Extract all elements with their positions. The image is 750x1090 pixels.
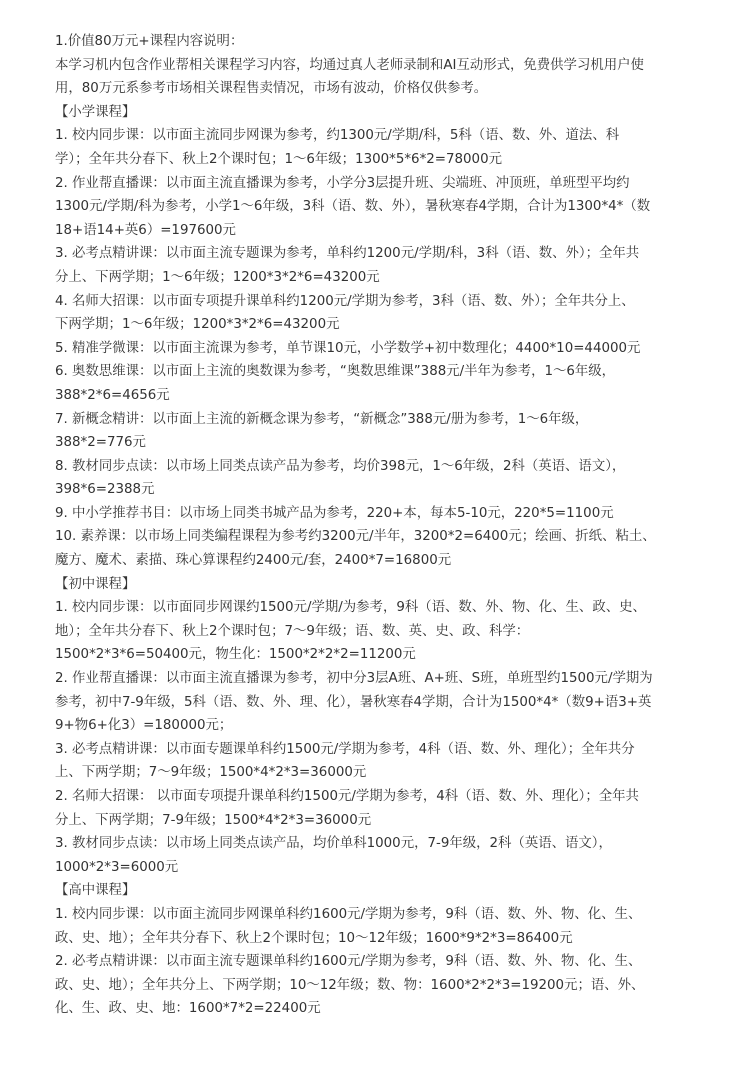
intro-line: 本学习机内包含作业帮相关课程学习内容，均通过真人老师录制和AI互动形式，免费供学习机用户使 xyxy=(55,57,644,73)
course-item-line: 1000*2*3=6000元 xyxy=(55,859,179,875)
course-item-line: 魔方、魔术、素描、珠心算课程约2400元/套，2400*7=16800元 xyxy=(55,553,452,569)
course-item-line: 政、史、地）；全年共分春下、秋上2个课时包；10～12年级；1600*9*2*3=86400元 xyxy=(55,930,573,946)
intro-section xyxy=(55,30,745,101)
course-item xyxy=(55,785,745,832)
course-item xyxy=(55,596,745,667)
course-item-line: 6. 奥数思维课：以市面上主流的奥数课为参考，“奥数思维课”388元/半年为参考，1～6年级， xyxy=(55,364,616,380)
course-section xyxy=(55,879,745,1021)
course-item-line: 2. 作业帮直播课：以市面主流直播课为参考，小学分3层提升班、尖端班、冲顶班，单班型平均约 xyxy=(55,175,630,191)
course-item xyxy=(55,337,745,361)
course-item-line: 上、下两学期；7～9年级；1500*4*2*3=36000元 xyxy=(55,765,367,781)
course-item-line: 1. 校内同步课：以市面同步网课约1500元/学期/为参考，9科（语、数、外、物、化、生、政、史、 xyxy=(55,600,646,616)
document-body xyxy=(55,30,745,1021)
course-item-line: 学）；全年共分春下、秋上2个课时包；1～6年级；1300*5*6*2=78000元 xyxy=(55,151,502,167)
course-item-line: 5. 精准学微课：以市面主流课为参考，单节课10元，小学数学+初中数理化；4400*10=44000元 xyxy=(55,340,641,356)
course-item-line: 3. 必考点精讲课：以市面专题课单科约1500元/学期为参考，4科（语、数、外、理化）；全年共分 xyxy=(55,741,635,757)
course-item xyxy=(55,408,745,455)
course-item xyxy=(55,525,745,572)
course-item-line: 398*6=2388元 xyxy=(55,482,155,498)
course-sections xyxy=(55,101,745,1021)
course-item-line: 8. 教材同步点读：以市场上同类点读产品为参考，均价398元，1～6年级，2科（英语、语文）， xyxy=(55,458,626,474)
course-item-line: 分上、下两学期；1～6年级；1200*3*2*6=43200元 xyxy=(55,269,380,285)
course-item-line: 9. 中小学推荐书目：以市场上同类书城产品为参考，220+本，每本5-10元，220*5=1100元 xyxy=(55,505,614,521)
course-item-line: 388*2=776元 xyxy=(55,435,146,451)
course-item-line: 1. 校内同步课：以市面主流同步网课为参考，约1300元/学期/科，5科（语、数、外、道法、科 xyxy=(55,128,620,144)
course-item-line: 18+语14+英6）=197600元 xyxy=(55,222,236,238)
course-item-line: 10. 素养课：以市场上同类编程课程为参考约3200元/半年，3200*2=6400元；绘画、折纸、粘土、 xyxy=(55,529,656,545)
course-item-line: 3. 教材同步点读：以市场上同类点读产品，均价单科1000元，7-9年级，2科（英语、语文）， xyxy=(55,836,612,852)
course-item-line: 1300元/学期/科为参考，小学1～6年级，3科（语、数、外），暑秋寒春4学期，合计为1300*4*（数 xyxy=(55,199,651,215)
course-item-line: 7. 新概念精讲：以市面上主流的新概念课为参考，“新概念”388元/册为参考，1～6年级， xyxy=(55,411,589,427)
course-item xyxy=(55,950,745,1021)
intro-line: 用，80万元系参考市场相关课程售卖情况，市场有波动，价格仅供参考。 xyxy=(55,81,488,97)
course-item-line: 下两学期；1～6年级；1200*3*2*6=43200元 xyxy=(55,317,340,333)
course-item-line: 4. 名师大招课：以市面专项提升课单科约1200元/学期为参考，3科（语、数、外）；全年共分上、 xyxy=(55,293,635,309)
course-item-line: 参考，初中7-9年级，5科（语、数、外、理、化），暑秋寒春4学期，合计为1500*4*（数9+语3+英 xyxy=(55,694,652,710)
course-item xyxy=(55,242,745,289)
section-heading: 【高中课程】 xyxy=(55,883,136,899)
course-item-line: 9+物6+化3）=180000元； xyxy=(55,718,233,734)
course-item xyxy=(55,124,745,171)
section-heading: 【小学课程】 xyxy=(55,104,136,120)
course-item-line: 化、生、政、史、地：1600*7*2=22400元 xyxy=(55,1001,321,1017)
course-item-line: 政、史、地）；全年共分上、下两学期；10～12年级；数、物：1600*2*2*3=19200元；语、外、 xyxy=(55,977,645,993)
course-item xyxy=(55,172,745,243)
course-item xyxy=(55,455,745,502)
course-section xyxy=(55,101,745,573)
course-item-line: 2. 名师大招课： 以市面专项提升课单科约1500元/学期为参考，4科（语、数、外、理化）；全年共 xyxy=(55,789,639,804)
course-item-line: 1. 校内同步课：以市面主流同步网课单科约1600元/学期为参考，9科（语、数、外、物、化、生、 xyxy=(55,906,642,922)
course-item-line: 388*2*6=4656元 xyxy=(55,387,170,403)
course-item xyxy=(55,903,745,950)
course-item xyxy=(55,290,745,337)
course-item-line: 2. 必考点精讲课：以市面主流专题课单科约1600元/学期为参考，9科（语、数、外、物、化、生、 xyxy=(55,954,642,970)
course-item-line: 分上、下两学期；7-9年级；1500*4*2*3=36000元 xyxy=(55,812,372,828)
course-item xyxy=(55,832,745,879)
course-item xyxy=(55,667,745,738)
course-item xyxy=(55,502,745,526)
course-item xyxy=(55,360,745,407)
section-heading: 【初中课程】 xyxy=(55,576,136,592)
course-item-line: 地）；全年共分春下、秋上2个课时包；7～9年级；语、数、英、史、政、科学： xyxy=(55,623,530,639)
course-section xyxy=(55,573,745,880)
intro-title: 1.价值80万元+课程内容说明： xyxy=(55,34,244,49)
course-item-line: 2. 作业帮直播课：以市面主流直播课为参考，初中分3层A班、A+班、S班，单班型约1500元/学期为 xyxy=(55,671,653,687)
course-item xyxy=(55,738,745,785)
course-item-line: 3. 必考点精讲课：以市面主流专题课为参考，单科约1200元/学期/科，3科（语、数、外）；全年共 xyxy=(55,246,640,262)
course-item-line: 1500*2*3*6=50400元，物生化：1500*2*2*2=11200元 xyxy=(55,647,416,663)
